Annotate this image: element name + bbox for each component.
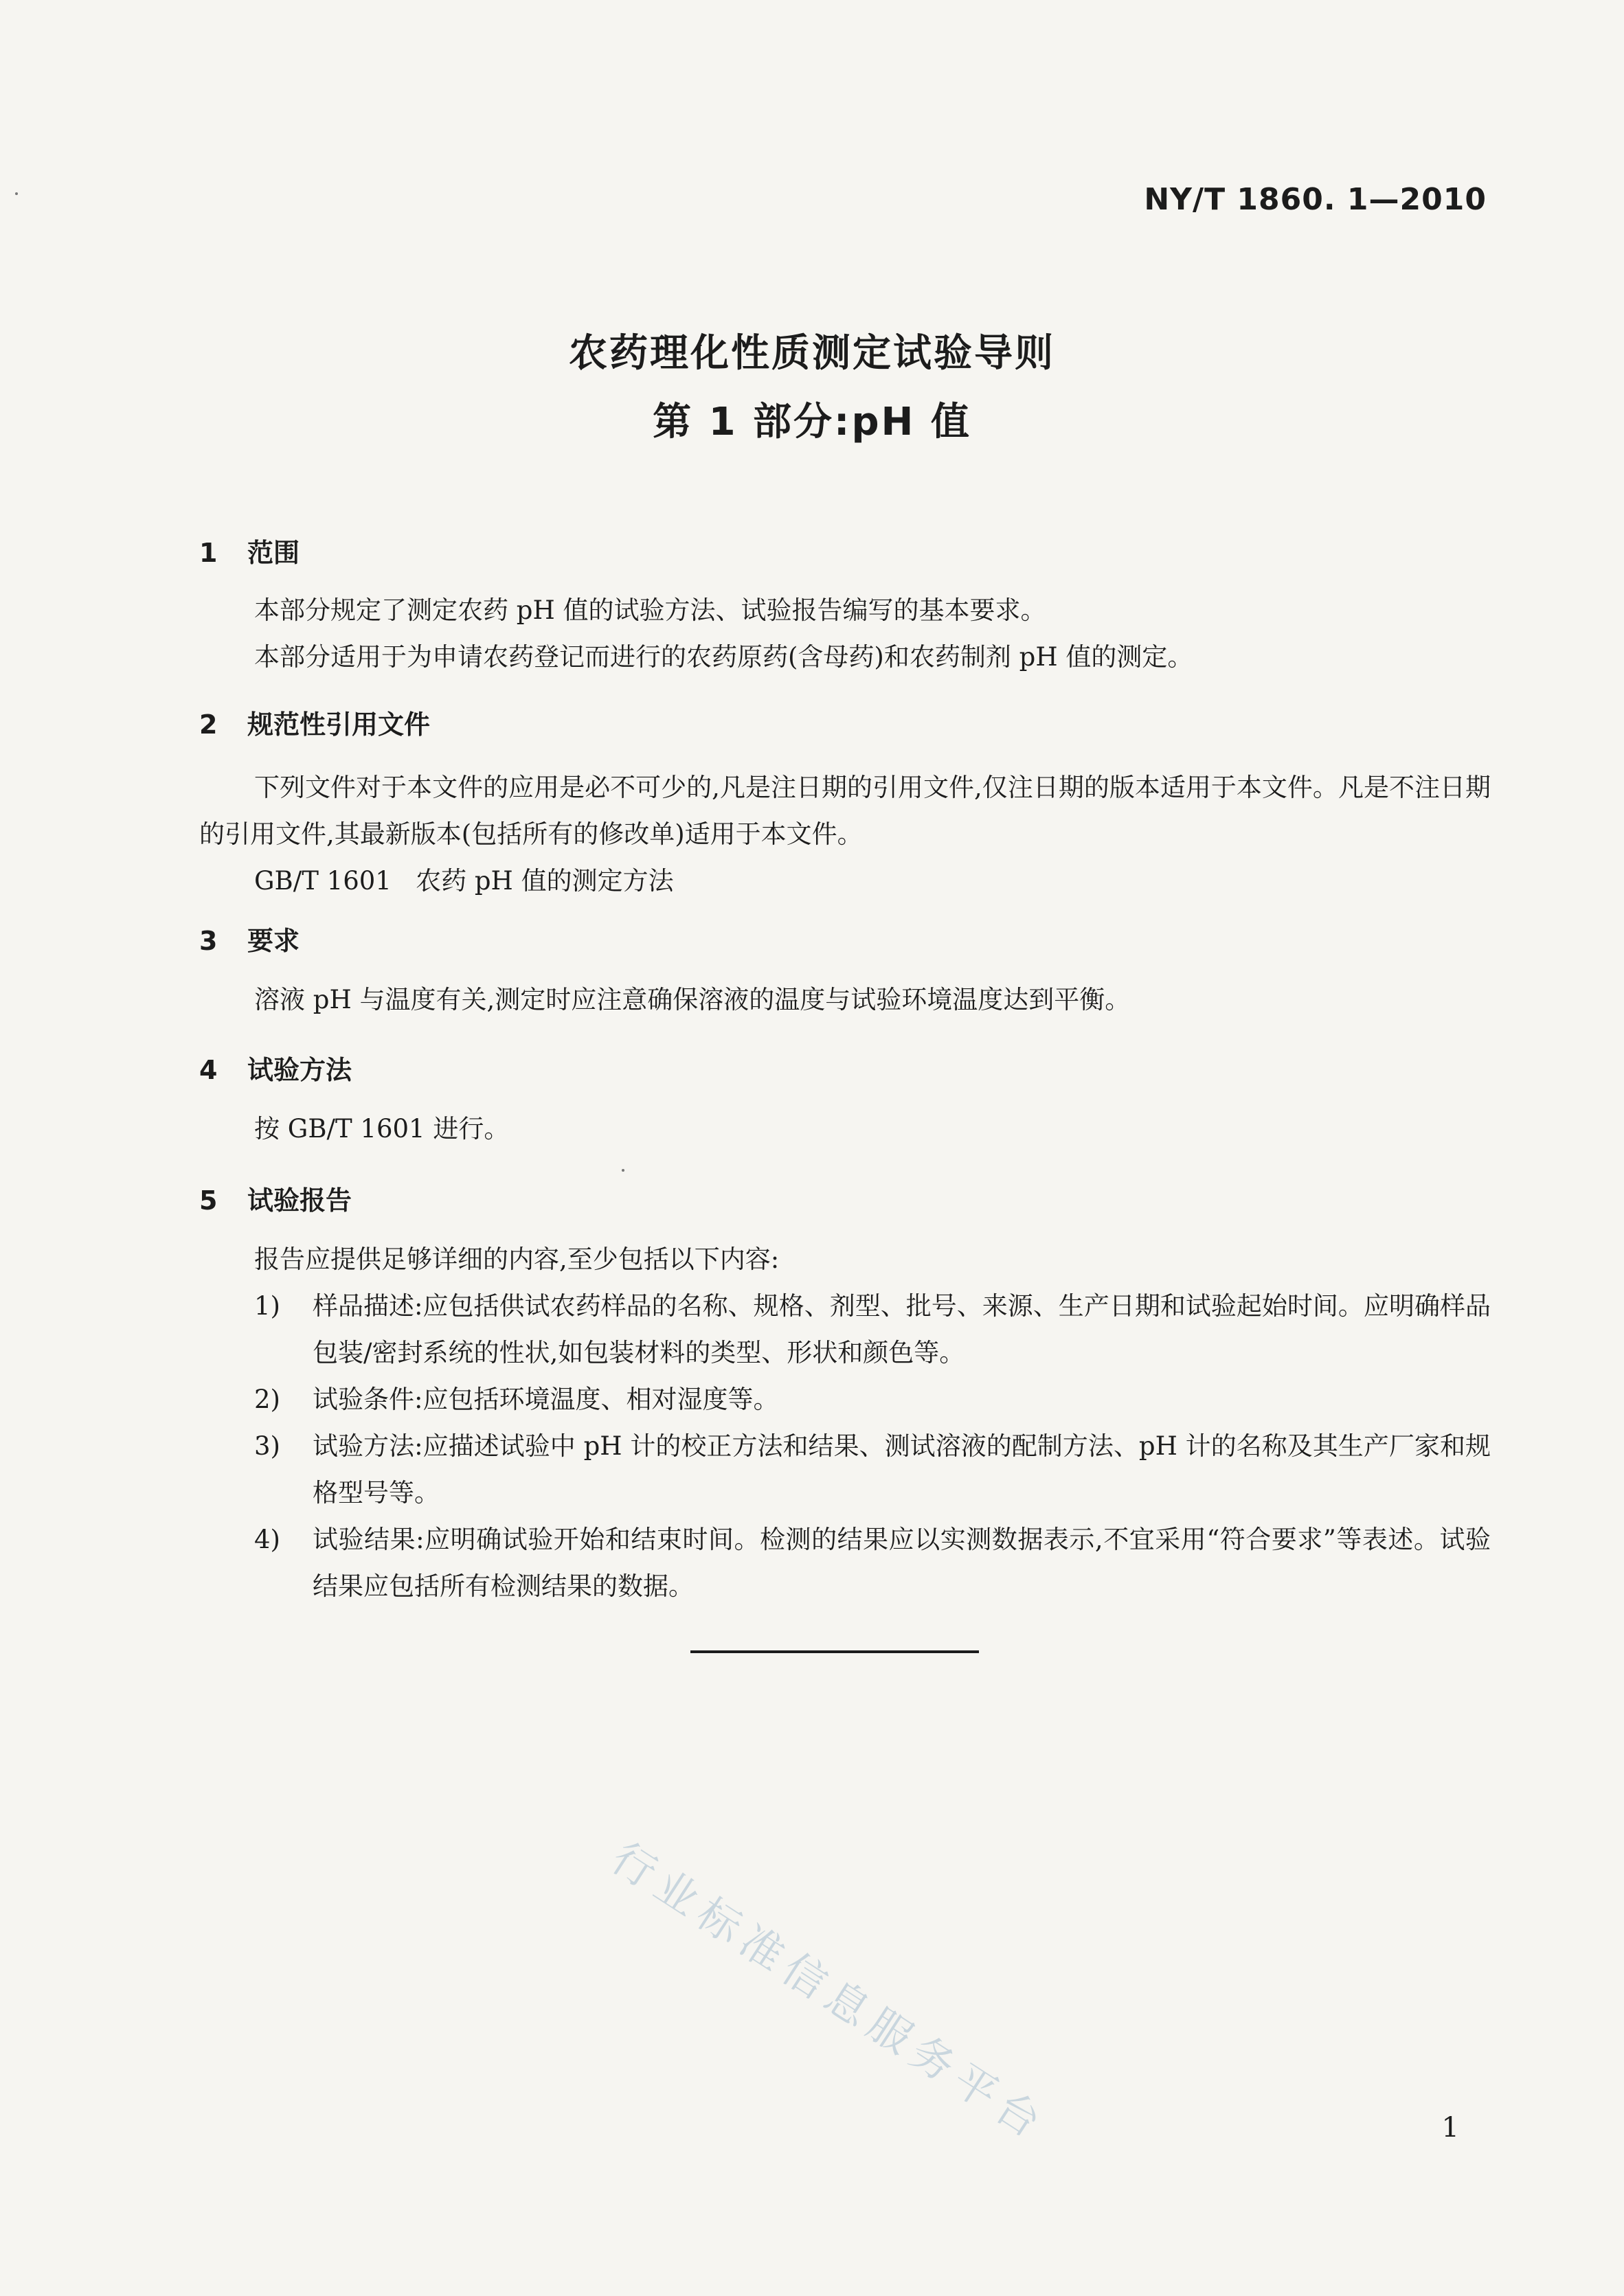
title-line-2: 第 1 部分:pH 值 (653, 400, 971, 444)
watermark: 行业标准信息服务平台 (602, 1832, 1057, 2152)
list-number: 2) (254, 1385, 280, 1414)
section-heading (199, 1049, 1491, 1091)
list-item (199, 1283, 1491, 1376)
list-number: 3) (254, 1431, 280, 1461)
section-number: 2 (199, 709, 218, 740)
list-item (199, 1376, 1491, 1423)
reference-entry: GB/T 1601 农药 pH 值的测定方法 (254, 866, 674, 896)
list-text: 试验结果:应明确试验开始和结束时间。检测的结果应以实测数据表示,不宜采用“符合要求”等表述。试验结果应包括所有检测结果的数据。 (313, 1525, 1491, 1601)
section-normative-references (199, 704, 1491, 905)
section-scope (199, 532, 1491, 681)
section-requirements (199, 920, 1491, 1023)
section-number: 1 (199, 538, 218, 568)
section-number: 4 (199, 1055, 218, 1085)
scan-speck (15, 192, 18, 195)
section-test-report (199, 1180, 1491, 1610)
section-title: 要求 (247, 926, 300, 956)
list-number: 1) (254, 1291, 280, 1321)
section-number: 5 (199, 1185, 218, 1216)
list-text: 试验方法:应描述试验中 pH 计的校正方法和结果、测试溶液的配制方法、pH 计的名称及其生产厂家和规格型号等。 (313, 1431, 1491, 1508)
list-item (199, 1423, 1491, 1516)
section-heading (199, 532, 1491, 573)
end-rule (690, 1650, 979, 1653)
section-title: 试验方法 (247, 1055, 352, 1085)
paragraph: 本部分规定了测定农药 pH 值的试验方法、试验报告编写的基本要求。 (254, 595, 1046, 625)
standard-code: NY/T 1860. 1—2010 (1144, 182, 1487, 217)
list-text: 试验条件:应包括环境温度、相对湿度等。 (313, 1385, 779, 1414)
paragraph: 溶液 pH 与温度有关,测定时应注意确保溶液的温度与试验环境温度达到平衡。 (254, 985, 1131, 1014)
document-title (0, 319, 1624, 457)
section-heading (199, 920, 1491, 962)
paragraph: 本部分适用于为申请农药登记而进行的农药原药(含母药)和农药制剂 pH 值的测定。 (254, 642, 1193, 672)
section-title: 试验报告 (247, 1185, 352, 1216)
paragraph: 按 GB/T 1601 进行。 (254, 1114, 510, 1144)
page-number: 1 (1441, 2112, 1459, 2144)
section-heading (199, 1180, 1491, 1221)
paragraph: 报告应提供足够详细的内容,至少包括以下内容: (254, 1244, 780, 1274)
list-text: 样品描述:应包括供试农药样品的名称、规格、剂型、批号、来源、生产日期和试验起始时间。应明确样品包装/密封系统的性状,如包装材料的类型、形状和颜色等。 (313, 1291, 1491, 1367)
section-heading (199, 704, 1491, 745)
list-number: 4) (254, 1525, 280, 1554)
paragraph: 下列文件对于本文件的应用是必不可少的,凡是注日期的引用文件,仅注日期的版本适用于本文件。凡是不注日期的引用文件,其最新版本(包括所有的修改单)适用于本文件。 (199, 773, 1491, 849)
list-item (199, 1516, 1491, 1610)
title-line-1: 农药理化性质测定试验导则 (569, 331, 1055, 376)
section-title: 范围 (247, 538, 300, 568)
section-number: 3 (199, 926, 218, 956)
scan-speck (622, 1169, 624, 1172)
section-test-method (199, 1049, 1491, 1152)
section-title: 规范性引用文件 (247, 709, 431, 740)
